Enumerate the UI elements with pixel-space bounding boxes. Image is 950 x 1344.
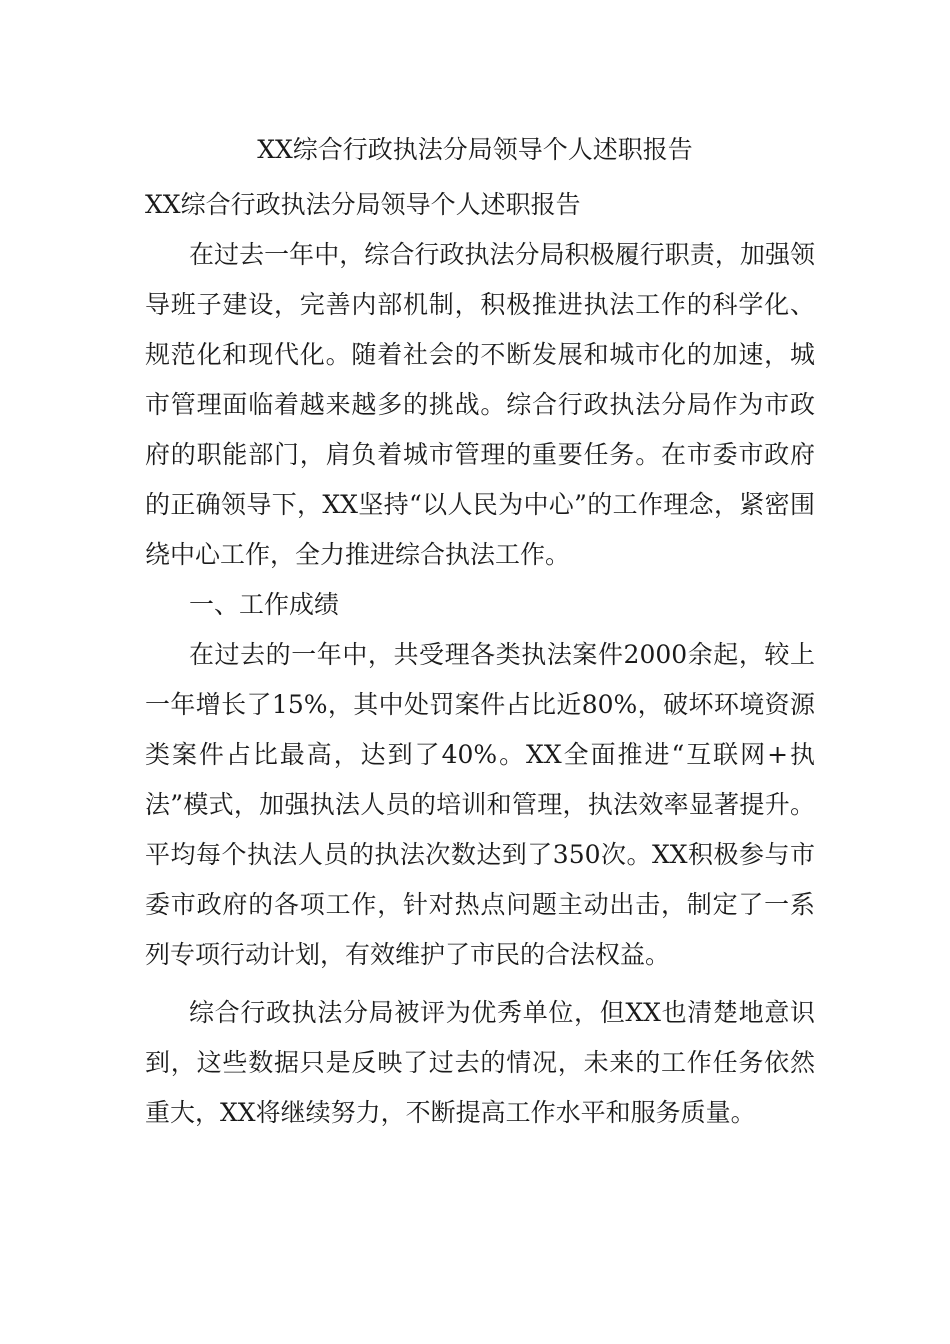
paragraph-achievements: 在过去的一年中，共受理各类执法案件2000余起，较上一年增长了15%，其中处罚案件占比近80%，破坏环境资源类案件占比最高，达到了40%。XX全面推进“互联网+执法”模式，加强执法人员的培训和管理，执法效率显著提升。平均每个执法人员的执法次数达到了350次。XX积极参与市委市政府的各项工作，针对热点问题主动出击，制定了一系列专项行动计划，有效维护了市民的合法权益。 bbox=[145, 640, 815, 969]
paragraph-intro: 在过去一年中，综合行政执法分局积极履行职责，加强领导班子建设，完善内部机制，积极推进执法工作的科学化、规范化和现代化。随着社会的不断发展和城市化的加速，城市管理面临着越来越多的挑战。综合行政执法分局作为市政府的职能部门，肩负着城市管理的重要任务。在市委市政府的正确领导下，XX坚持“以人民为中心”的工作理念，紧密围绕中心工作，全力推进综合执法工作。 bbox=[145, 240, 815, 569]
paragraph-conclusion: 综合行政执法分局被评为优秀单位，但XX也清楚地意识到，这些数据只是反映了过去的情况，未来的工作任务依然重大，XX将继续努力，不断提高工作水平和服务质量。 bbox=[145, 998, 815, 1127]
document-body bbox=[145, 180, 815, 1138]
section-heading: 一、工作成绩 bbox=[189, 590, 340, 619]
document-title: XX综合行政执法分局领导个人述职报告 bbox=[257, 135, 693, 164]
document-subtitle: XX综合行政执法分局领导个人述职报告 bbox=[145, 190, 581, 219]
